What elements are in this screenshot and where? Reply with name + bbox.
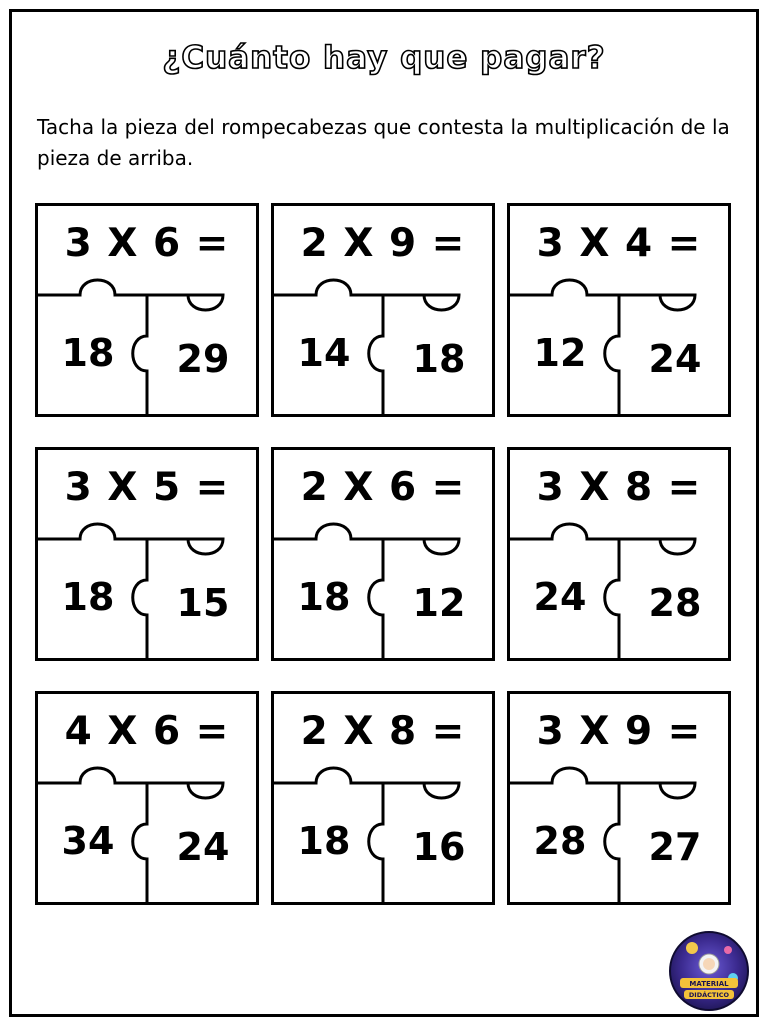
puzzle-4 [35, 447, 259, 661]
equation: 3 X 5 = [64, 465, 230, 510]
answer-option-left[interactable]: 34 [61, 819, 115, 863]
equation: 3 X 4 = [536, 221, 702, 266]
equation: 3 X 6 = [64, 221, 230, 266]
svg-text:DIDÁCTICO: DIDÁCTICO [688, 991, 730, 999]
puzzle-9 [507, 691, 731, 905]
equation: 2 X 8 = [300, 709, 466, 754]
instructions: Tacha la pieza del rompecabezas que contesta la multiplicación de la pieza de arriba. [37, 115, 730, 170]
material-didactico-logo [668, 930, 750, 1012]
answer-option-right[interactable]: 24 [176, 825, 230, 869]
puzzle-7 [35, 691, 259, 905]
answer-option-right[interactable]: 12 [412, 581, 466, 625]
answer-option-left[interactable]: 18 [297, 575, 351, 619]
answer-option-left[interactable]: 18 [61, 575, 115, 619]
puzzle-2 [271, 203, 495, 417]
answer-option-left[interactable]: 18 [297, 819, 351, 863]
equation: 2 X 9 = [300, 221, 466, 266]
equation: 3 X 8 = [536, 465, 702, 510]
answer-option-right[interactable]: 16 [412, 825, 466, 869]
puzzle-8 [271, 691, 495, 905]
answer-option-left[interactable]: 28 [533, 819, 587, 863]
equation: 4 X 6 = [64, 709, 230, 754]
answer-option-right[interactable]: 27 [648, 825, 702, 869]
puzzle-6 [507, 447, 731, 661]
answer-option-right[interactable]: 28 [648, 581, 702, 625]
answer-option-right[interactable]: 29 [176, 337, 230, 381]
puzzle-3 [507, 203, 731, 417]
svg-text:MATERIAL: MATERIAL [689, 980, 729, 988]
answer-option-left[interactable]: 24 [533, 575, 587, 619]
answer-option-left[interactable]: 18 [61, 331, 115, 375]
equation: 3 X 9 = [536, 709, 702, 754]
puzzle-5 [271, 447, 495, 661]
answer-option-right[interactable]: 18 [412, 337, 466, 381]
answer-option-left[interactable]: 12 [533, 331, 587, 375]
answer-option-left[interactable]: 14 [297, 331, 351, 375]
puzzle-1 [35, 203, 259, 417]
answer-option-right[interactable]: 15 [176, 581, 230, 625]
worksheet-title: ¿Cuánto hay que pagar? [162, 40, 606, 76]
equation: 2 X 6 = [300, 465, 466, 510]
answer-option-right[interactable]: 24 [648, 337, 702, 381]
